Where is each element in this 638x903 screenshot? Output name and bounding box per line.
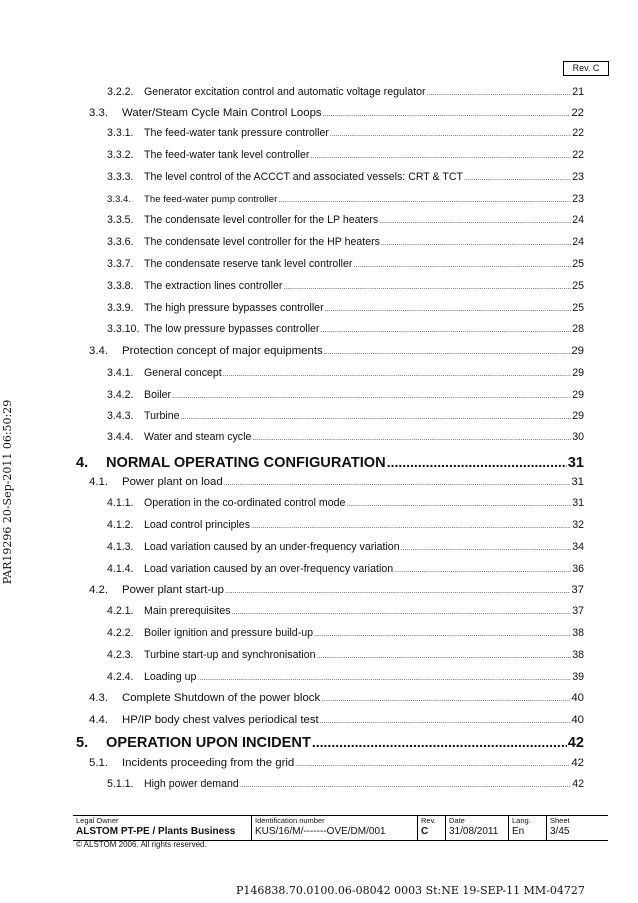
toc-dot-leader (320, 714, 571, 726)
toc-entry-page: 25 (572, 280, 584, 292)
toc-entry-title: The extraction lines controller (144, 280, 283, 292)
toc-entry[interactable] (107, 541, 584, 556)
toc-dot-leader (321, 692, 570, 704)
toc-entry-number: 3.3.2. (107, 149, 134, 161)
toc-entry[interactable] (107, 258, 584, 273)
toc-entry[interactable] (107, 193, 584, 208)
toc-entry[interactable] (107, 236, 584, 251)
toc-entry-page: 25 (572, 258, 584, 270)
toc-entry-page: 42 (567, 735, 584, 751)
toc-entry-number: 5.1. (89, 757, 108, 769)
toc-entry-number: 3.3.5. (107, 214, 134, 226)
toc-dot-leader (379, 214, 571, 226)
toc-entry-page: 32 (572, 519, 584, 531)
toc-entry-number: 3.3.1. (107, 127, 134, 139)
toc-dot-leader (223, 367, 571, 379)
toc-dot-leader (314, 627, 571, 639)
footer-lang-cell (508, 816, 547, 840)
toc-entry[interactable] (89, 107, 584, 123)
toc-dot-leader (197, 671, 571, 683)
toc-entry-title: Generator excitation control and automatic voltage regulator (144, 86, 426, 98)
footer-id-cell (251, 816, 418, 840)
toc-entry-page: 34 (572, 541, 584, 553)
toc-dot-leader (330, 127, 571, 139)
toc-entry[interactable] (89, 757, 584, 773)
toc-entry-page: 29 (572, 410, 584, 422)
toc-entry-number: 3.4. (89, 345, 108, 357)
toc-entry-number: 3.4.2. (107, 389, 134, 401)
toc-entry-title: NORMAL OPERATING CONFIGURATION (106, 455, 386, 471)
toc-entry-title: Power plant on load (122, 476, 223, 488)
rev-value: C (421, 826, 429, 837)
toc-entry-title: Water and steam cycle (144, 431, 252, 443)
toc-entry[interactable] (107, 149, 584, 164)
toc-entry-page: 42 (571, 757, 584, 769)
toc-dot-leader (181, 410, 572, 422)
toc-entry-number: 3.4.4. (107, 431, 134, 443)
toc-entry-page: 22 (572, 127, 584, 139)
toc-entry[interactable] (89, 692, 584, 708)
toc-entry-page: 23 (572, 171, 584, 183)
toc-entry-number: 4.2.3. (107, 649, 134, 661)
toc-entry-title: OPERATION UPON INCIDENT (106, 735, 311, 751)
toc-entry[interactable] (107, 323, 584, 338)
toc-entry[interactable] (107, 280, 584, 295)
toc-dot-leader (394, 563, 571, 575)
toc-entry-number: 3.2.2. (107, 86, 134, 98)
toc-entry-number: 4. (76, 455, 89, 471)
toc-dot-leader (464, 171, 571, 183)
toc-entry[interactable] (107, 410, 584, 425)
toc-entry-number: 4.1.3. (107, 541, 134, 553)
toc-entry-number: 4.4. (89, 714, 108, 726)
toc-entry-title: Load variation caused by an over-frequency variation (144, 563, 394, 575)
toc-entry-page: 42 (572, 778, 584, 790)
toc-entry[interactable] (89, 476, 584, 492)
toc-entry-page: 25 (572, 302, 584, 314)
toc-entry-number: 4.2.1. (107, 605, 134, 617)
toc-entry-title: Incidents proceeding from the grid (122, 757, 295, 769)
toc-dot-leader (172, 389, 571, 401)
toc-entry-number: 5.1.1. (107, 778, 134, 790)
lang-label: Lang. (512, 816, 531, 825)
toc-entry[interactable] (76, 454, 584, 474)
toc-dot-leader (295, 757, 570, 769)
toc-entry-title: Boiler (144, 389, 172, 401)
toc-entry-page: 40 (571, 692, 584, 704)
toc-entry-title: Operation in the co-ordinated control mode (144, 497, 346, 509)
toc-entry-page: 30 (572, 431, 584, 443)
toc-entry[interactable] (89, 345, 584, 361)
toc-entry-page: 24 (572, 214, 584, 226)
toc-entry-title: Water/Steam Cycle Main Control Loops (122, 107, 322, 119)
toc-entry-number: 3.3.10. (107, 323, 140, 335)
toc-entry[interactable] (107, 367, 584, 382)
toc-entry-number: 4.1. (89, 476, 108, 488)
toc-entry-page: 22 (571, 107, 584, 119)
legal-owner-value (73, 825, 251, 838)
toc-entry-title: Turbine start-up and synchronisation (144, 649, 316, 661)
toc-entry-title: The condensate level controller for the HP heaters (144, 236, 380, 248)
toc-entry-number: 4.1.2. (107, 519, 134, 531)
footer-owner-cell (73, 816, 251, 840)
toc-dot-leader (225, 584, 570, 596)
toc-entry-title: The feed-water pump controller (144, 194, 278, 205)
document-footer (73, 815, 608, 841)
toc-entry[interactable] (107, 671, 584, 686)
toc-entry-title: Load control principles (144, 519, 250, 531)
legal-owner-label: Legal Owner (76, 816, 119, 825)
toc-entry-page: 38 (572, 627, 584, 639)
toc-entry-number: 4.2.4. (107, 671, 134, 683)
toc-dot-leader (387, 454, 567, 471)
toc-dot-leader (323, 107, 571, 119)
toc-entry-number: 4.1.1. (107, 497, 134, 509)
lang-value: En (512, 826, 525, 837)
toc-entry[interactable] (89, 714, 584, 730)
footer-rev-cell (417, 816, 446, 840)
toc-entry[interactable] (107, 778, 584, 793)
toc-entry[interactable] (107, 649, 584, 664)
toc-entry-page: 23 (572, 193, 584, 205)
owner-unit: PT-PE / Plants Business (118, 826, 236, 837)
toc-entry-page: 39 (572, 671, 584, 683)
sheet-label: Sheet (550, 816, 570, 825)
toc-entry[interactable] (89, 584, 584, 600)
toc-entry-number: 3.3.4. (107, 194, 132, 205)
toc-entry-number: 4.1.4. (107, 563, 134, 575)
toc-entry-number: 3.4.3. (107, 410, 134, 422)
toc-entry-number: 3.3.3. (107, 171, 134, 183)
rev-label: Rev. (421, 816, 436, 825)
toc-entry-title: The low pressure bypasses controller (144, 323, 320, 335)
toc-entry-title: Loading up (144, 671, 197, 683)
toc-dot-leader (252, 431, 571, 443)
toc-dot-leader (324, 345, 571, 357)
toc-dot-leader (427, 86, 572, 98)
toc-entry-title: The condensate level controller for the LP heaters (144, 214, 379, 226)
toc-dot-leader (320, 323, 571, 335)
toc-entry[interactable] (107, 627, 584, 642)
toc-entry-page: 31 (572, 497, 584, 509)
toc-entry[interactable] (107, 605, 584, 620)
toc-entry[interactable] (107, 86, 584, 101)
toc-entry-title: General concept (144, 367, 222, 379)
date-label: Date (449, 816, 465, 825)
footer-date-cell (445, 816, 509, 840)
toc-dot-leader (251, 519, 571, 531)
toc-entry-title: Turbine (144, 410, 180, 422)
toc-entry-title: Main prerequisites (144, 605, 231, 617)
bottom-reference-stamp: P146838.70.0100.06-08042 0003 St:NE 19-SEP-11 MM-04727 (236, 884, 585, 897)
toc-entry-page: 37 (572, 605, 584, 617)
toc-entry-number: 4.3. (89, 692, 108, 704)
toc-entry-title: High power demand (144, 778, 239, 790)
toc-entry-number: 3.3.8. (107, 280, 134, 292)
revision-box: Rev. C (563, 61, 609, 76)
toc-entry-page: 21 (572, 86, 584, 98)
toc-dot-leader (401, 541, 572, 553)
toc-dot-leader (325, 302, 572, 314)
toc-entry-number: 3.3. (89, 107, 108, 119)
toc-entry[interactable] (107, 127, 584, 142)
owner-brand: ALSTOM (76, 826, 119, 837)
toc-entry-number: 4.2.2. (107, 627, 134, 639)
toc-entry-page: 37 (571, 584, 584, 596)
side-timestamp-stamp: PAR19296 20-Sep-2011 06:50:29 (1, 399, 14, 585)
footer-sheet-cell (546, 816, 609, 840)
toc-entry[interactable] (76, 734, 584, 754)
toc-entry-title: The feed-water tank pressure controller (144, 127, 329, 139)
sheet-value: 3/45 (550, 826, 570, 837)
toc-dot-leader (312, 734, 567, 751)
toc-entry-number: 3.3.9. (107, 302, 134, 314)
toc-entry-page: 29 (572, 389, 584, 401)
toc-entry-page: 31 (571, 476, 584, 488)
toc-dot-leader (381, 236, 571, 248)
toc-entry-page: 22 (572, 149, 584, 161)
toc-entry[interactable] (107, 563, 584, 578)
toc-entry-page: 38 (572, 649, 584, 661)
toc-dot-leader (310, 149, 571, 161)
toc-entry-page: 29 (571, 345, 584, 357)
toc-entry[interactable] (107, 171, 584, 186)
toc-entry[interactable] (107, 431, 584, 446)
toc-entry-number: 3.3.7. (107, 258, 134, 270)
toc-dot-leader (317, 649, 572, 661)
toc-entry[interactable] (107, 302, 584, 317)
toc-entry[interactable] (107, 214, 584, 229)
toc-entry-page: 24 (572, 236, 584, 248)
toc-dot-leader (353, 258, 571, 270)
toc-dot-leader (232, 605, 572, 617)
toc-entry-number: 3.4.1. (107, 367, 134, 379)
toc-entry-title: Protection concept of major equipments (122, 345, 323, 357)
toc-entry-title: The high pressure bypasses controller (144, 302, 324, 314)
toc-entry[interactable] (107, 519, 584, 534)
toc-dot-leader (240, 778, 571, 790)
toc-entry[interactable] (107, 389, 584, 404)
toc-entry-title: Power plant start-up (122, 584, 224, 596)
toc-entry-title: Load variation caused by an under-frequency variation (144, 541, 400, 553)
identification-label: Identification number (255, 816, 325, 825)
date-value: 31/08/2011 (449, 826, 499, 837)
toc-entry-page: 28 (572, 323, 584, 335)
toc-dot-leader (224, 476, 571, 488)
toc-entry-number: 5. (76, 735, 89, 751)
toc-entry-title: Complete Shutdown of the power block (122, 692, 321, 704)
toc-dot-leader (278, 193, 571, 205)
toc-dot-leader (346, 497, 571, 509)
toc-entry-page: 29 (572, 367, 584, 379)
identification-value: KUS/16/M/-------OVE/DM/001 (255, 826, 386, 837)
toc-entry-page: 36 (572, 563, 584, 575)
toc-dot-leader (283, 280, 571, 292)
toc-entry-title: Boiler ignition and pressure build-up (144, 627, 314, 639)
toc-entry-page: 31 (567, 455, 584, 471)
toc-entry-number: 4.2. (89, 584, 108, 596)
toc-entry-title: The feed-water tank level controller (144, 149, 310, 161)
toc-entry-number: 3.3.6. (107, 236, 134, 248)
toc-entry-title: HP/IP body chest valves periodical test (122, 714, 319, 726)
toc-entry-title: The condensate reserve tank level controller (144, 258, 353, 270)
copyright-notice: © ALSTOM 2006. All rights reserved. (76, 840, 207, 849)
toc-entry[interactable] (107, 497, 584, 512)
toc-entry-title: The level control of the ACCCT and associated vessels: CRT & TCT (144, 171, 463, 183)
toc-entry-page: 40 (571, 714, 584, 726)
